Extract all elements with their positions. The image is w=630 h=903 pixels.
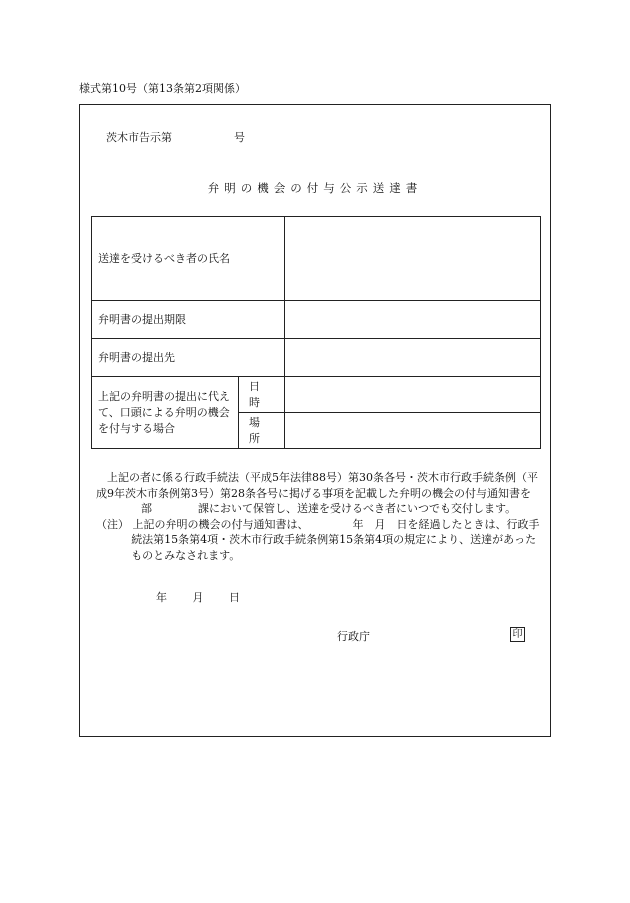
- form-number: 様式第10号（第13条第2項関係）: [79, 82, 246, 95]
- note-paragraph: [96, 517, 546, 564]
- body-text: [96, 470, 546, 563]
- table-row: [92, 377, 541, 413]
- deadline-value-cell[interactable]: [285, 301, 541, 339]
- deadline-label: 弁明書の提出期限: [92, 301, 285, 339]
- recipient-value-cell[interactable]: [285, 217, 541, 301]
- details-table: [91, 216, 541, 449]
- agency-label: 行政庁: [337, 630, 370, 643]
- note-a-text: （注） 上記の弁明の機会の付与通知書は、: [96, 517, 309, 531]
- table-row: [92, 217, 541, 301]
- datetime-value-cell[interactable]: [285, 377, 541, 413]
- place-label: 場 所: [239, 413, 285, 449]
- department-line: [96, 501, 546, 517]
- dept-b-text: 課において保管し、送達を受けるべき者にいつでも交付します。: [198, 502, 517, 515]
- recipient-label: 送達を受けるべき者の氏名: [92, 217, 285, 301]
- notice-suffix: 号: [234, 131, 245, 144]
- notice-prefix: 茨木市告示第: [106, 131, 172, 144]
- notice-number-line: [106, 129, 245, 145]
- datetime-label: 日 時: [239, 377, 285, 413]
- destination-label: 弁明書の提出先: [92, 339, 285, 377]
- table-row: [92, 301, 541, 339]
- table-row: [92, 339, 541, 377]
- note-b-text: 年 月 日を経過したときは、行政手続法第15条第4項・茨木市行政手続条例第15条第4項の規定により、送達があったものとみなされます。: [131, 517, 540, 562]
- document-title: 弁明の機会の付与公示送達書: [207, 181, 423, 195]
- place-value-cell[interactable]: [285, 413, 541, 449]
- document-frame: [79, 104, 551, 737]
- oral-hearing-label: 上記の弁明書の提出に代えて、口頭による弁明の機会を付与する場合: [92, 377, 239, 449]
- seal-mark: 印: [510, 627, 525, 642]
- dept-a-text: 部: [141, 502, 152, 515]
- date-line: 年 月 日: [156, 591, 240, 604]
- body-paragraph: 上記の者に係る行政手続法（平成5年法律88号）第30条各号・茨木市行政手続条例（平成9年茨木市条例第3号）第28条各号に掲げる事項を記載した弁明の機会の付与通知書を: [96, 471, 538, 500]
- destination-value-cell[interactable]: [285, 339, 541, 377]
